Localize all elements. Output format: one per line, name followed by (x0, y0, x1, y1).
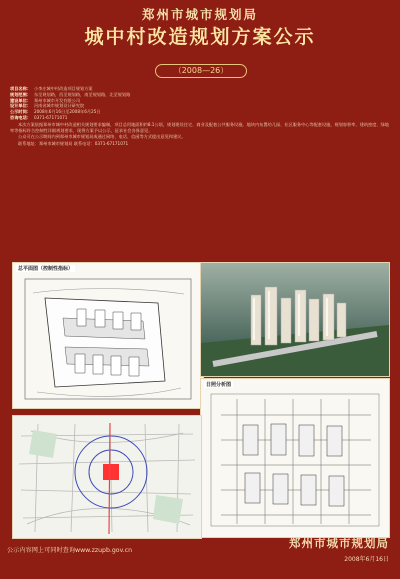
sunlight-analysis-panel (200, 378, 390, 538)
site-plan-panel (12, 262, 204, 409)
info-label: 规划范围： (10, 91, 31, 97)
info-value: 小李庄城中村改造项目规划方案 (33, 86, 93, 91)
project-info (10, 86, 390, 264)
header (0, 0, 400, 86)
info-label: 公示时间： (10, 109, 31, 115)
site-plan-drawing (13, 263, 203, 408)
info-value: 郑州市城市开发有限公司 (33, 97, 81, 103)
online-query-text: 公示内容网上可同时查询www.zzupb.gov.cn (7, 547, 133, 554)
location-panel (12, 415, 202, 539)
info-value: 河南省城市规划设计研究院 (33, 103, 85, 109)
info-label: 设计单位： (10, 103, 31, 109)
sunlight-analysis-drawing (201, 379, 389, 537)
contact-text: 联系地址：郑州市城市规划局 联系电话：0371-67171071 (18, 141, 129, 147)
page-title: 城中村改造规划方案公示 (84, 26, 316, 48)
site-plan-label: 总平面图（控制性指标） (18, 266, 74, 272)
footer-signature (289, 535, 389, 563)
aerial-panel (200, 262, 390, 377)
info-label: 项目名称： (10, 86, 31, 91)
info-label: 建设单位： (10, 97, 31, 103)
info-value: 东至规划路，西至规划路，南至规划路，北至规划路 (33, 91, 131, 97)
info-value: 0371-67171071 (33, 114, 68, 120)
sunlight-analysis-label: 日照分析图 (206, 382, 232, 388)
footer-organization: 郑州市城市规划局 (289, 536, 389, 550)
notice-code: （2008—26） (155, 64, 247, 78)
info-value: 2008年6月16日至2008年6月25日 (33, 109, 101, 115)
organization-title: 郑州市城市规划局 (141, 7, 258, 22)
summary-text: 本次方案依据郑州市城中村改造相关规划要求编制，项目总用地面积约8.1公顷，规划建设住宅、商业及配套公共服务设施，地块内布置幼儿园、社区服务中心等配套设施，规划容积率、建筑密度、绿地率等指标符合控制性详细规划要求，现将方案予以公示，征求社会各界意见。 (10, 121, 389, 133)
footer-date: 2008年6月16日 (344, 556, 389, 563)
location-map (13, 416, 201, 538)
notice-text: 公众可在公示期间内到郑州市城市规划局或通过网络、电话、信函等方式提出意见和建议。 (18, 134, 186, 140)
aerial-rendering (201, 263, 389, 376)
info-label: 咨询电话： (10, 114, 31, 120)
info-row (10, 115, 390, 121)
